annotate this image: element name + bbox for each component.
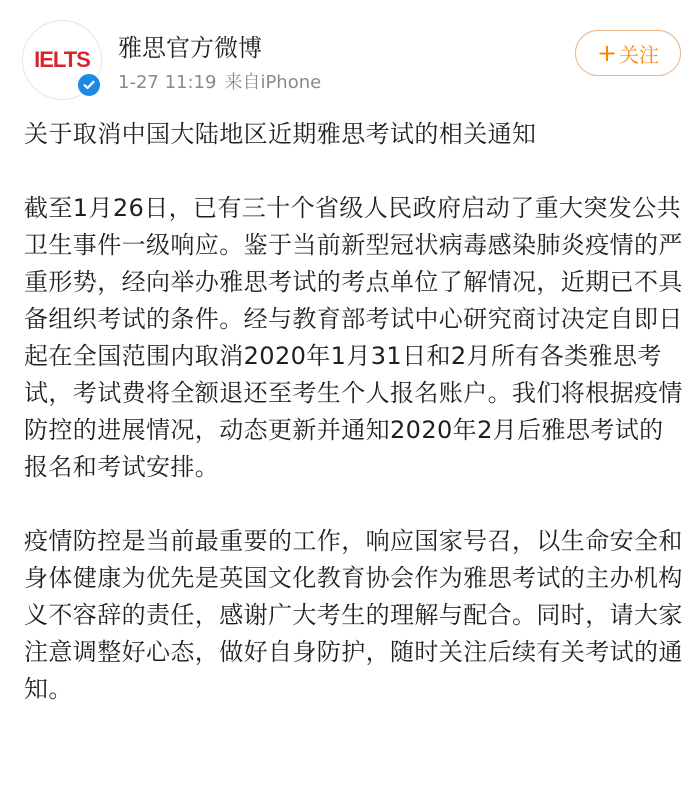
verified-check-icon <box>76 72 102 98</box>
post-content <box>24 116 686 708</box>
plus-icon: + <box>596 39 618 67</box>
post-title: 关于取消中国大陆地区近期雅思考试的相关通知 <box>24 120 537 148</box>
follow-button[interactable] <box>575 30 681 76</box>
post-source: 来自iPhone <box>224 72 322 93</box>
follow-label: 关注 <box>619 42 660 67</box>
post-header <box>0 0 699 105</box>
post-paragraph-2: 疫情防控是当前最重要的工作，响应国家号召，以生命安全和身体健康为优先是英国文化教育协会作为雅思考试的主办机构义不容辞的责任，感谢广大考生的理解与配合。同时，请大家注意调整好心态，做好自身防护，随时关注后续有关考试的通知。 <box>24 527 683 703</box>
post-time: 1-27 11:19 <box>118 72 217 93</box>
ielts-logo: IELTS <box>34 47 90 72</box>
post-paragraph-1: 截至1月26日，已有三十个省级人民政府启动了重大突发公共卫生事件一级响应。鉴于当前新型冠状病毒感染肺炎疫情的严重形势，经向举办雅思考试的考点单位了解情况，近期已不具备组织考试的条件。经与教育部考试中心研究商讨决定自即日起在全国范围内取消2020年1月31日和2月所有各类雅思考试，考试费将全额退还至考生个人报名账户。我们将根据疫情防控的进展情况，动态更新并通知2020年2月后雅思考试的报名和考试安排。 <box>24 194 683 481</box>
account-name[interactable]: 雅思官方微博 <box>118 34 262 62</box>
post-meta <box>118 68 321 94</box>
